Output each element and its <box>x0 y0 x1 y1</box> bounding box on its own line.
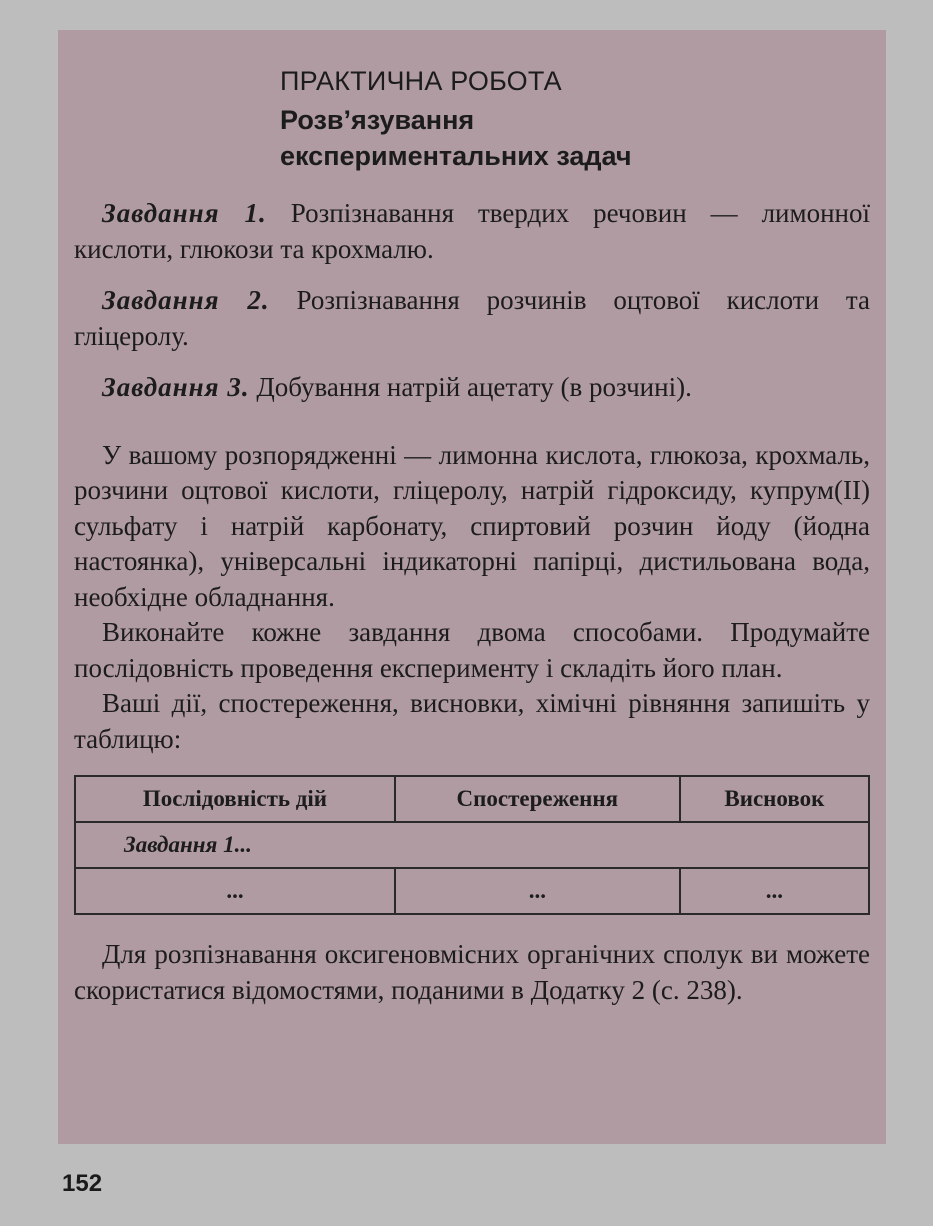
header-actions: Послідовність дій <box>75 776 395 822</box>
table-row <box>75 822 869 868</box>
results-table <box>74 775 870 915</box>
table-intro-paragraph: Ваші дії, спостереження, висновки, хімічні рівняння запишіть у таблицю: <box>74 688 870 754</box>
task-2-label: Завдання 2. <box>102 285 270 315</box>
task-3-label: Завдання 3. <box>102 372 250 402</box>
header-observations: Спостереження <box>395 776 680 822</box>
instructions-paragraph: Виконайте кожне завдання двома способами. Продумайте послідовність проведення експерименту і складіть його план. <box>74 617 870 683</box>
task-1-text: Розпізнавання твердих речовин — лимонної кислоти, глюкози та крохмалю. <box>74 198 870 264</box>
task-row-label: Завдання 1... <box>75 822 869 868</box>
task-3-text: Добування натрій ацетату (в розчині). <box>249 372 692 402</box>
table-cell-dots: ... <box>75 868 395 914</box>
body-text <box>74 196 870 1008</box>
page-number: 152 <box>62 1170 103 1197</box>
task-1 <box>74 196 870 267</box>
header-conclusion: Висновок <box>680 776 869 822</box>
materials-paragraph: У вашому розпорядженні — лимонна кислота, глюкоза, крохмаль, розчини оцтової кислоти, гліцеролу, натрій гідроксиду, купрум(ІІ) сульфату і натрій карбонату, спиртовий розчин йоду (йодна настоянка), універсальні індикаторні папірці, дистильована вода, необхідне обладнання. <box>74 439 870 612</box>
section-kicker: ПРАКТИЧНА РОБОТА <box>280 66 562 96</box>
table-header-row <box>75 776 869 822</box>
task-3 <box>74 370 870 406</box>
table-cell-dots: ... <box>680 868 869 914</box>
practical-work-panel <box>58 30 886 1144</box>
task-2 <box>74 283 870 354</box>
closing-paragraph: Для розпізнавання оксигеновмісних органічних сполук ви можете скористатися відомостями, поданими в Додатку 2 (с. 238). <box>74 939 870 1005</box>
table-cell-dots: ... <box>395 868 680 914</box>
heading-block <box>280 64 840 174</box>
task-2-text: Розпізнавання розчинів оцтової кислоти та гліцеролу. <box>74 285 870 351</box>
section-title <box>280 102 840 174</box>
task-1-label: Завдання 1. <box>102 198 267 228</box>
section-title-line-2: експериментальних задач <box>280 141 632 171</box>
section-title-line-1: Розв’язування <box>280 105 475 135</box>
table-row <box>75 868 869 914</box>
